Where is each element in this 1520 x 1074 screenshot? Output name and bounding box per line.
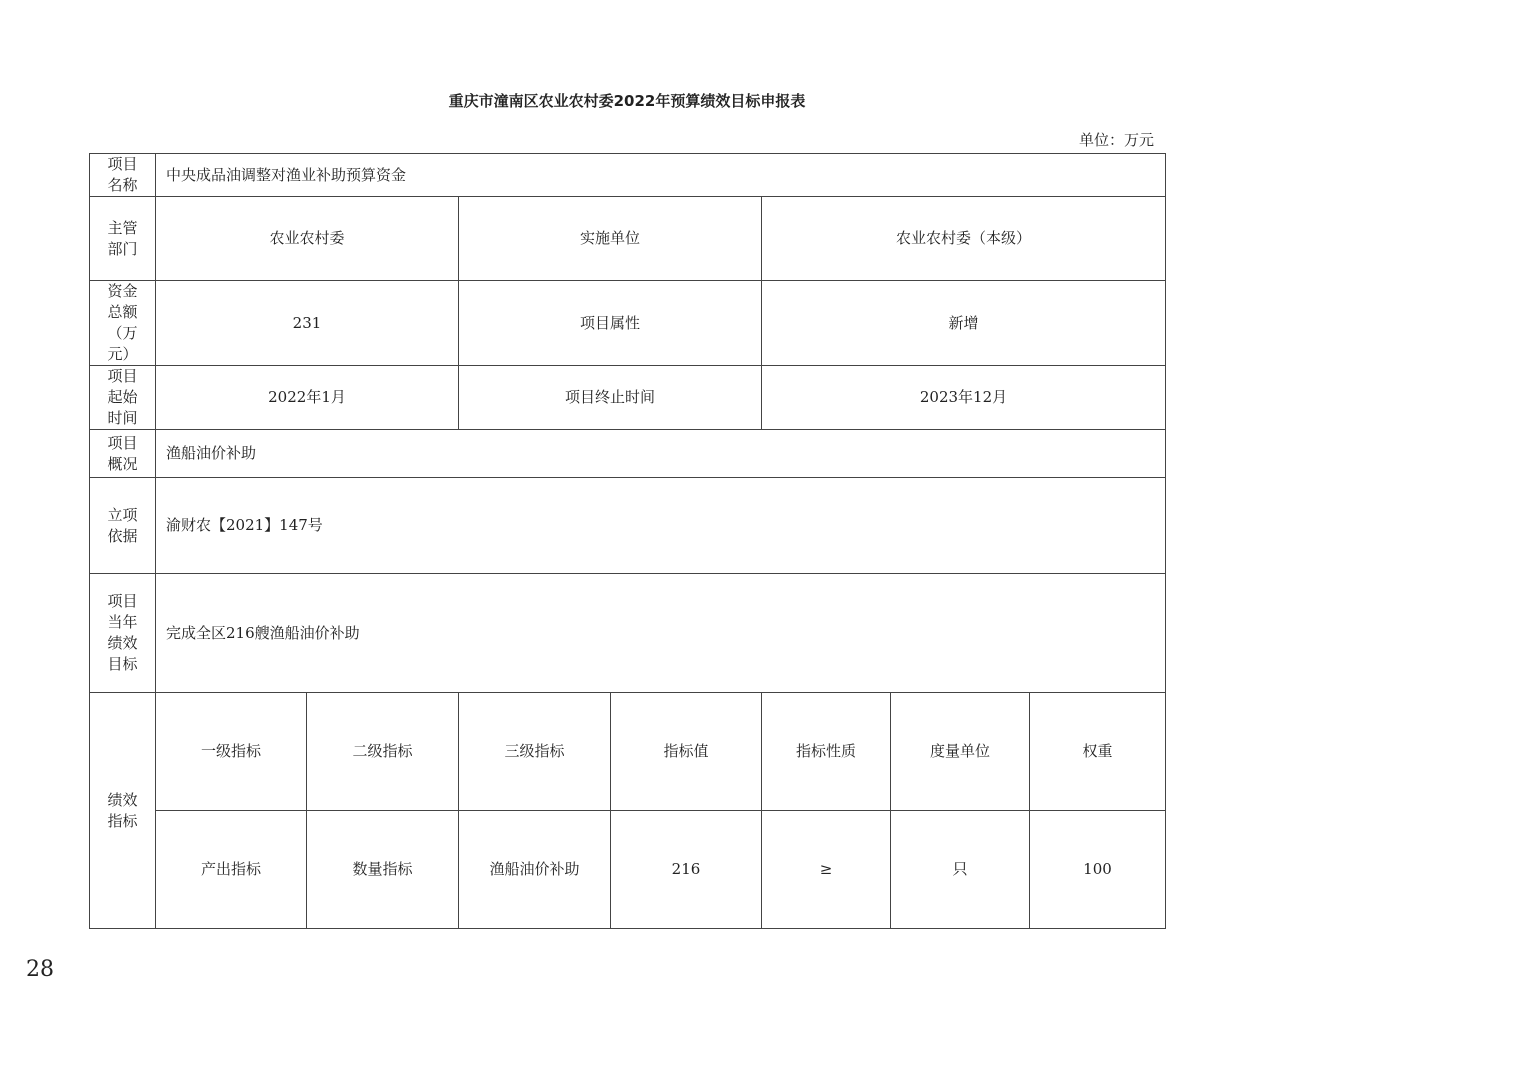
basis-label: 立项依据	[90, 478, 156, 574]
overview-value: 渔船油价补助	[156, 430, 1166, 478]
row-goal	[90, 574, 1166, 693]
impl-value: 农业农村委（本级）	[762, 197, 1166, 281]
dept-value: 农业农村委	[156, 197, 459, 281]
indicator-row	[90, 811, 1166, 929]
indicator-level3: 渔船油价补助	[459, 811, 611, 929]
basis-value: 渝财农【2021】147号	[156, 478, 1166, 574]
funds-value: 231	[156, 281, 459, 366]
funds-label: 资金总额（万元）	[90, 281, 156, 366]
indicator-header-row	[90, 693, 1166, 811]
indicator-level2: 数量指标	[307, 811, 459, 929]
header-level3: 三级指标	[459, 693, 611, 811]
row-basis	[90, 478, 1166, 574]
row-project-name	[90, 154, 1166, 197]
indicators-label: 绩效指标	[90, 693, 156, 929]
goal-label: 项目当年绩效目标	[90, 574, 156, 693]
header-level1: 一级指标	[156, 693, 307, 811]
indicator-level1: 产出指标	[156, 811, 307, 929]
indicator-weight: 100	[1030, 811, 1166, 929]
goal-value: 完成全区216艘渔船油价补助	[156, 574, 1166, 693]
start-value: 2022年1月	[156, 366, 459, 430]
dept-label: 主管部门	[90, 197, 156, 281]
budget-performance-form	[89, 153, 1166, 929]
attr-value: 新增	[762, 281, 1166, 366]
project-name-value: 中央成品油调整对渔业补助预算资金	[156, 154, 1166, 197]
start-label: 项目起始时间	[90, 366, 156, 430]
document-title: 重庆市潼南区农业农村委2022年预算绩效目标申报表	[448, 92, 806, 110]
header-level2: 二级指标	[307, 693, 459, 811]
row-period	[90, 366, 1166, 430]
page-number: 28	[26, 957, 54, 982]
end-value: 2023年12月	[762, 366, 1166, 430]
header-nature: 指标性质	[762, 693, 891, 811]
header-weight: 权重	[1030, 693, 1166, 811]
row-overview	[90, 430, 1166, 478]
indicator-value: 216	[611, 811, 762, 929]
row-department	[90, 197, 1166, 281]
indicator-nature: ≥	[762, 811, 891, 929]
project-name-label: 项目名称	[90, 154, 156, 197]
indicator-unit: 只	[891, 811, 1030, 929]
row-funds	[90, 281, 1166, 366]
attr-label: 项目属性	[459, 281, 762, 366]
impl-label: 实施单位	[459, 197, 762, 281]
end-label: 项目终止时间	[459, 366, 762, 430]
header-value: 指标值	[611, 693, 762, 811]
overview-label: 项目概况	[90, 430, 156, 478]
header-unit: 度量单位	[891, 693, 1030, 811]
unit-note: 单位：万元	[1078, 131, 1154, 149]
